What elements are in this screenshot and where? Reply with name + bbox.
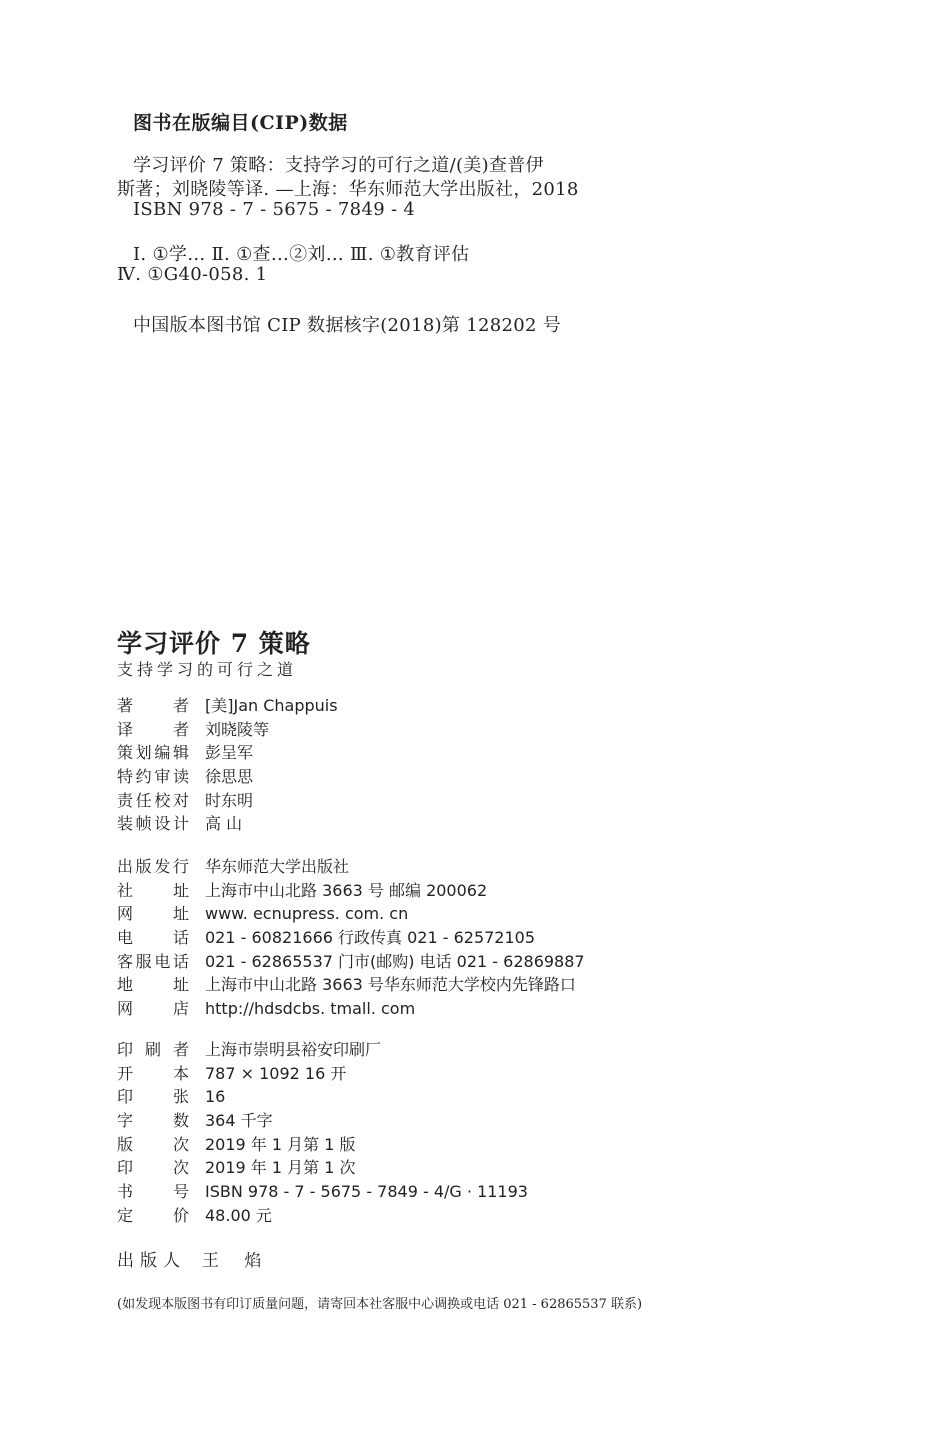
credit-label: 著者 xyxy=(117,696,189,715)
print-info-label: 印次 xyxy=(117,1158,189,1178)
credit-row xyxy=(117,765,338,789)
publisher-person xyxy=(117,1246,271,1271)
cip-isbn: ISBN 978 - 7 - 5675 - 7849 - 4 xyxy=(133,199,416,220)
print-info-value: 2019 年 1 月第 1 版 xyxy=(205,1134,356,1154)
publisher-info-label: 电话 xyxy=(117,928,189,948)
publisher-info-label: 出版发行 xyxy=(117,857,189,876)
publisher-info-block xyxy=(117,855,585,1021)
credit-row xyxy=(117,789,338,813)
publisher-info-row xyxy=(117,855,585,879)
book-subtitle: 支持学习的可行之道 xyxy=(117,660,298,679)
credit-label: 装帧设计 xyxy=(117,814,189,834)
publisher-info-label: 地址 xyxy=(117,975,189,995)
publisher-person-label: 出版人 xyxy=(117,1251,186,1271)
credit-label: 策划编辑 xyxy=(117,743,189,763)
credit-row xyxy=(117,741,338,765)
print-info-row xyxy=(117,1204,528,1228)
publisher-info-value: 华东师范大学出版社 xyxy=(205,857,350,876)
print-info-value: ISBN 978 - 7 - 5675 - 7849 - 4/G · 11193 xyxy=(205,1182,528,1202)
publisher-info-row xyxy=(117,973,585,997)
cip-author-line: 斯著；刘晓陵等译. —上海：华东师范大学出版社，2018 xyxy=(117,179,579,200)
publisher-info-value: www. ecnupress. com. cn xyxy=(205,904,409,924)
publisher-info-row xyxy=(117,879,585,903)
print-info-row xyxy=(117,1109,528,1133)
publisher-info-row xyxy=(117,902,585,926)
publisher-info-label: 客服电话 xyxy=(117,951,189,971)
credit-value: [美]Jan Chappuis xyxy=(205,696,338,715)
print-info-label: 定价 xyxy=(117,1205,189,1225)
publisher-info-label: 社址 xyxy=(117,880,189,900)
print-info-value: 364 千字 xyxy=(205,1111,273,1131)
publisher-info-value: http://hdsdcbs. tmall. com xyxy=(205,999,416,1019)
credit-label: 译者 xyxy=(117,719,189,739)
cip-classification-1: Ⅰ. ①学… Ⅱ. ①查…②刘… Ⅲ. ①教育评估 xyxy=(133,244,470,265)
print-info-label: 书号 xyxy=(117,1182,189,1202)
publisher-info-label: 网址 xyxy=(117,904,189,924)
print-info-row xyxy=(117,1133,528,1157)
print-info-row xyxy=(117,1156,528,1180)
print-info-row xyxy=(117,1180,528,1204)
publisher-info-value: 021 - 60821666 行政传真 021 - 62572105 xyxy=(205,928,536,948)
credit-row xyxy=(117,718,338,742)
credit-label: 责任校对 xyxy=(117,790,189,810)
print-info-label: 印张 xyxy=(117,1087,189,1107)
credit-row xyxy=(117,812,338,836)
credit-value: 徐思思 xyxy=(205,767,254,787)
print-info-value: 16 xyxy=(205,1087,226,1107)
print-info-value: 上海市崇明县裕安印刷厂 xyxy=(205,1040,382,1059)
publisher-info-label: 网店 xyxy=(117,999,189,1019)
publisher-info-row xyxy=(117,950,585,974)
cip-classification-2: Ⅳ. ①G40-058. 1 xyxy=(117,264,268,285)
credit-label: 特约审读 xyxy=(117,767,189,787)
cip-library-note: 中国版本图书馆 CIP 数据核字(2018)第 128202 号 xyxy=(133,315,562,336)
credit-value: 刘晓陵等 xyxy=(205,719,270,739)
credit-row xyxy=(117,694,338,718)
print-info-label: 印刷者 xyxy=(117,1040,189,1059)
publisher-info-value: 上海市中山北路 3663 号华东师范大学校内先锋路口 xyxy=(205,975,576,995)
quality-footnote: (如发现本版图书有印订质量问题，请寄回本社客服中心调换或电话 021 - 62865537 联系) xyxy=(117,1297,643,1312)
publisher-info-row xyxy=(117,926,585,950)
print-info-label: 版次 xyxy=(117,1134,189,1154)
cip-heading: 图书在版编目(CIP)数据 xyxy=(133,112,348,134)
print-info-row xyxy=(117,1085,528,1109)
cip-title-line: 学习评价 7 策略：支持学习的可行之道/(美)查普伊 xyxy=(133,155,544,176)
publisher-info-value: 021 - 62865537 门市(邮购) 电话 021 - 62869887 xyxy=(205,951,585,971)
credits-block xyxy=(117,694,338,836)
print-info-row xyxy=(117,1038,528,1062)
publisher-person-name: 王 焰 xyxy=(202,1251,272,1271)
publisher-info-value: 上海市中山北路 3663 号 邮编 200062 xyxy=(205,880,488,900)
print-info-row xyxy=(117,1062,528,1086)
book-title: 学习评价 7 策略 xyxy=(117,629,311,658)
print-info-label: 字数 xyxy=(117,1111,189,1131)
print-info-label: 开本 xyxy=(117,1063,189,1083)
credit-value: 时东明 xyxy=(205,790,254,810)
print-info-block xyxy=(117,1038,528,1228)
print-info-value: 2019 年 1 月第 1 次 xyxy=(205,1158,356,1178)
print-info-value: 787 × 1092 16 开 xyxy=(205,1063,347,1083)
publisher-info-row xyxy=(117,997,585,1021)
credit-value: 彭呈军 xyxy=(205,743,254,763)
print-info-value: 48.00 元 xyxy=(205,1205,272,1225)
credit-value: 高 山 xyxy=(205,814,243,834)
